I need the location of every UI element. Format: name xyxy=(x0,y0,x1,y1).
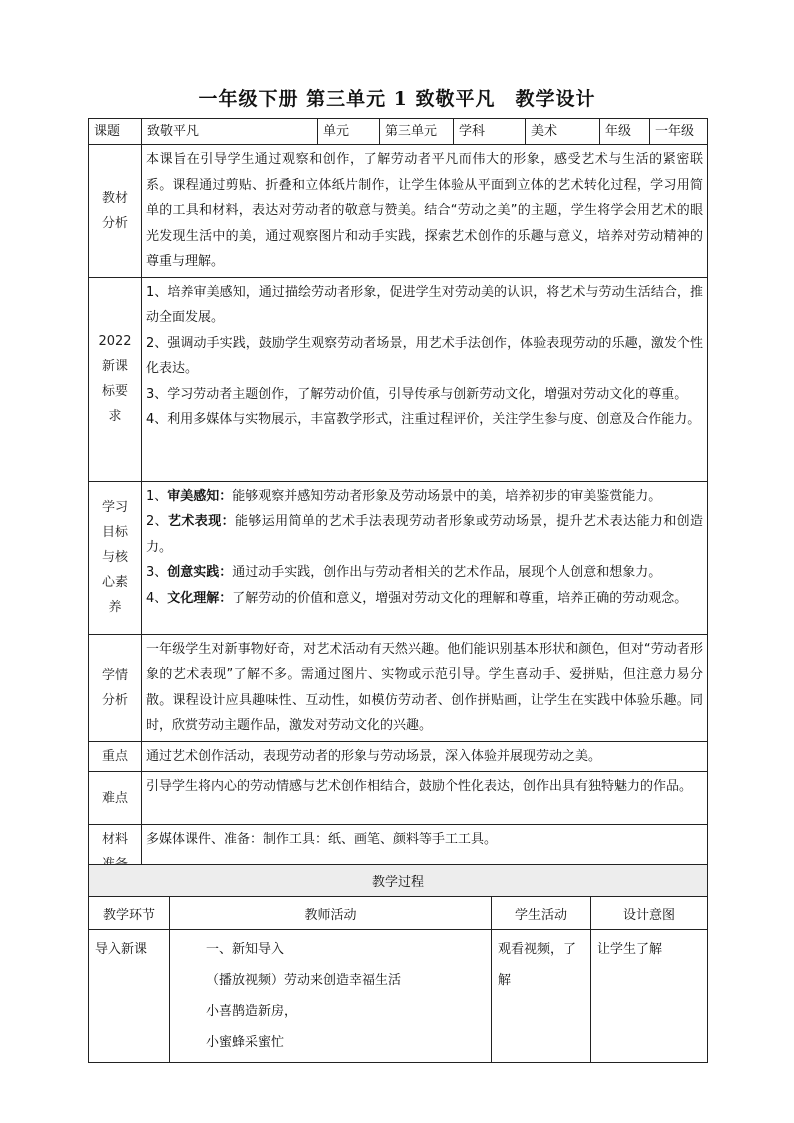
design-intent-cell: 让学生了解 xyxy=(591,930,708,1063)
materials-prep-text: 多媒体课件、准备：制作工具：纸、画笔、颜料等手工工具。 xyxy=(142,825,708,880)
learning-goals-label: 学习 目标 与核 心素 养 xyxy=(89,481,142,634)
topic-value: 致敬平凡 xyxy=(142,119,318,145)
topic-label: 课题 xyxy=(89,119,142,145)
curriculum-standard-label: 2022 新课 标要 求 xyxy=(89,277,142,481)
column-header: 教学环节 xyxy=(89,897,170,930)
teaching-process-table xyxy=(88,864,708,1063)
standard-item: 3、学习劳动者主题创作，了解劳动价值，引导传承与创新劳动文化，增强对劳动文化的尊重。 xyxy=(146,386,688,402)
header-row xyxy=(89,119,708,145)
column-header: 设计意图 xyxy=(591,897,708,930)
unit-label: 单元 xyxy=(318,119,380,145)
goal-item: 2、艺术表现：能够运用简单的艺术手法表现劳动者形象或劳动场景，提升艺术表达能力和创造力。 xyxy=(146,514,703,555)
curriculum-standard-text xyxy=(142,277,708,481)
key-point-text: 通过艺术创作活动，表现劳动者的形象与劳动场景，深入体验并展现劳动之美。 xyxy=(142,741,708,772)
grade-label: 年级 xyxy=(600,119,650,145)
student-analysis-row xyxy=(89,634,708,741)
key-point-row xyxy=(89,741,708,772)
key-point-label: 重点 xyxy=(89,741,142,772)
difficulty-text: 引导学生将内心的劳动情感与艺术创作相结合，鼓励个性化表达，创作出具有独特魅力的作品。 xyxy=(142,772,708,825)
subject-value: 美术 xyxy=(526,119,600,145)
goal-item: 4、文化理解：了解劳动的价值和意义，增强对劳动文化的理解和尊重，培养正确的劳动观念。 xyxy=(146,590,688,606)
teacher-activity-cell: 一、新知导入 （播放视频）劳动来创造幸福生活 小喜鹊造新房， 小蜜蜂采蜜忙 xyxy=(170,930,492,1063)
column-header: 学生活动 xyxy=(492,897,591,930)
curriculum-standard-row xyxy=(89,277,708,481)
student-analysis-text: 一年级学生对新事物好奇，对艺术活动有天然兴趣。他们能识别基本形状和颜色，但对“劳动者形象的艺术表现”了解不多。需通过图片、实物或示范引导。学生喜动手、爱拼贴，但注意力易分散。课程设计应具趣味性、互动性，如模仿劳动者、创作拼贴画，让学生在实践中体验乐趣。同时，欣赏劳动主题作品，激发对劳动文化的兴趣。 xyxy=(142,634,708,741)
page-title: 一年级下册 第三单元 1 致敬平凡 教学设计 xyxy=(198,88,596,110)
lesson-info-table xyxy=(88,118,708,880)
learning-goals-row xyxy=(89,481,708,634)
goal-item: 1、审美感知：能够观察并感知劳动者形象及劳动场景中的美，培养初步的审美鉴赏能力。 xyxy=(146,488,662,504)
grade-value: 一年级 xyxy=(650,119,708,145)
material-analysis-row xyxy=(89,145,708,278)
material-analysis-text: 本课旨在引导学生通过观察和创作，了解劳动者平凡而伟大的形象，感受艺术与生活的紧密联系。课程通过剪贴、折叠和立体纸片制作，让学生体验从平面到立体的艺术转化过程，学习用简单的工具和材料，表达对劳动者的敬意与赞美。结合“劳动之美”的主题，学生将学会用艺术的眼光发现生活中的美，通过观察图片和动手实践，探索艺术创作的乐趣与意义，培养对劳动精神的尊重与理解。 xyxy=(142,145,708,278)
subject-label: 学科 xyxy=(454,119,526,145)
process-title: 教学过程 xyxy=(89,865,708,897)
standard-item: 4、利用多媒体与实物展示，丰富教学形式，注重过程评价，关注学生参与度、创意及合作能力。 xyxy=(146,412,701,427)
student-activity-cell: 观看视频，了 解 xyxy=(492,930,591,1063)
process-header-row xyxy=(89,897,708,930)
process-row xyxy=(89,930,708,1063)
material-analysis-label: 教材 分析 xyxy=(89,145,142,278)
stage-cell: 导入新课 xyxy=(89,930,170,1063)
unit-value: 第三单元 xyxy=(380,119,454,145)
learning-goals-text xyxy=(142,481,708,634)
column-header: 教师活动 xyxy=(170,897,492,930)
materials-prep-label: 材料 xyxy=(89,825,142,880)
standard-item: 2、强调动手实践，鼓励学生观察劳动者场景，用艺术手法创作，体验表现劳动的乐趣，激发个性化表达。 xyxy=(146,335,703,376)
goal-item: 3、创意实践：通过动手实践，创作出与劳动者相关的艺术作品，展现个人创意和想象力。 xyxy=(146,565,662,580)
standard-item: 1、培养审美感知，通过描绘劳动者形象，促进学生对劳动美的认识，将艺术与劳动生活结合，推动全面发展。 xyxy=(146,284,703,325)
difficulty-label: 难点 xyxy=(89,772,142,825)
difficulty-row xyxy=(89,772,708,825)
student-analysis-label: 学情 分析 xyxy=(89,634,142,741)
